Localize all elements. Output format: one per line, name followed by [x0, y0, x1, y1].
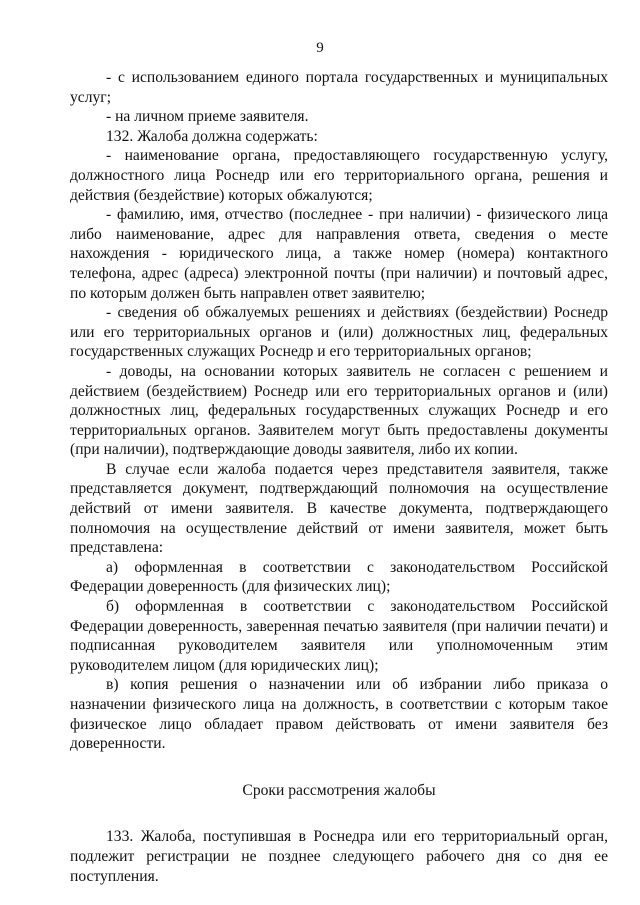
section-heading: Сроки рассмотрения жалобы: [242, 781, 436, 799]
paragraph-organ-name: - наименование органа, предоставляющего государственную услугу, должностного лица Роснедр или его территориального органа, решения и действия (бездействие) которых обжалуются;: [70, 147, 608, 204]
document-body: [70, 68, 608, 886]
paragraph-item-b: б) оформленная в соответствии с законодательством Российской Федерации доверенность, заверенная печатью заявителя (при наличии печати) и подписанная руководителем заявителя или уполномоченным этим руководителем лицом (для юридических лиц);: [70, 598, 608, 674]
paragraph-portal: - с использованием единого портала государственных и муниципальных услуг;: [70, 69, 608, 106]
paragraph-arguments: - доводы, на основании которых заявитель не согласен с решением и действием (бездействием) Роснедр или его территориальных органов и (или) должностных лиц, федеральных государственных служащих Роснедр и его территориальных органов. Заявителем могут быть предоставлены документы (при наличии), подтверждающие доводы заявителя, либо их копии.: [70, 362, 608, 459]
paragraph-appealed-decisions: - сведения об обжалуемых решениях и действиях (бездействии) Роснедр или его территориальных органов и (или) должностных лиц, федеральных государственных служащих Роснедр и его территориальных органов;: [70, 304, 608, 361]
paragraph-personal-reception: - на личном приеме заявителя.: [106, 108, 309, 126]
paragraph-applicant-details: - фамилию, имя, отчество (последнее - при наличии) - физического лица либо наименование, адрес для направления ответа, сведения о месте нахождения - юридического лица, а также номер (номера) контактного телефона, адрес (адреса) электронной почты (при наличии) и почтовый адрес, по которым должен быть направлен ответ заявителю;: [70, 206, 608, 302]
paragraph-item-a: а) оформленная в соответствии с законодательством Российской Федерации доверенность (для физических лиц);: [70, 558, 608, 596]
paragraph-item-c: в) копия решения о назначении или об избрании либо приказа о назначении физического лица на должность, в соответствии с которым такое физическое лицо обладает правом действовать от имени заявителя без доверенности.: [70, 676, 608, 753]
page-number: 9: [316, 40, 324, 56]
paragraph-representative: В случае если жалоба подается через представителя заявителя, также представляется документ, подтверждающий полномочия на осуществление действий от имени заявителя. В качестве документа, подтверждающего полномочия на осуществление действий от имени заявителя, может быть представлена:: [70, 460, 608, 557]
paragraph-132: 132. Жалоба должна содержать:: [106, 127, 318, 145]
paragraph-133: 133. Жалоба, поступившая в Роснедра или его территориальный орган, подлежит регистрации не позднее следующего рабочего дня со дня ее поступления.: [70, 828, 608, 885]
